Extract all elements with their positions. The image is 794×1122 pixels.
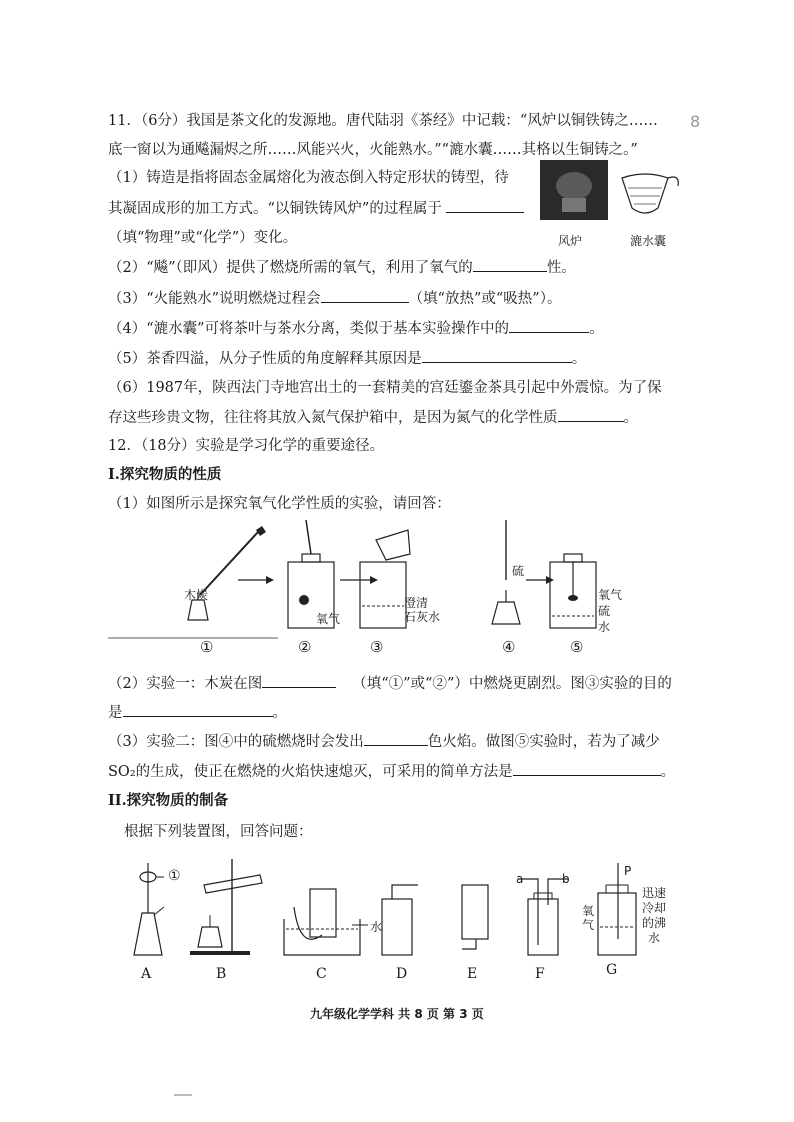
apparatus-label-b: B	[216, 966, 227, 982]
filter-bag-image	[622, 174, 678, 213]
fig-number-5: ⑤	[570, 638, 584, 656]
apparatus-label-d: D	[396, 966, 408, 982]
label-cool-3: 的沸	[642, 916, 667, 930]
q11-p4	[108, 318, 698, 339]
q12-s1-p2-mid: （填“①”或“②”）中燃烧更剧烈。图③实验的目的	[352, 676, 672, 692]
q12-s1-p2-blank[interactable]	[262, 673, 336, 688]
q11-p6-b-text: 存这些珍贵文物，往往将其放入氮气保护箱中，是因为氮气的化学性质	[108, 410, 558, 426]
q11-p6-blank[interactable]	[558, 407, 624, 422]
q11-p1-b-text: 其凝固成形的加工方式。“以铜铁铸风炉”的过程属于	[108, 201, 442, 217]
q11-p3	[108, 288, 698, 309]
q11-p5-blank[interactable]	[422, 348, 572, 363]
q11-p6-a: （6）1987年，陕西法门寺地宫出土的一套精美的宫廷鎏金茶具引起中外震惊。为了保	[108, 380, 662, 396]
apparatus-d-bottle	[382, 885, 418, 955]
q11-p3-text: （3）“火能熟水”说明燃烧过程会	[108, 291, 321, 307]
apparatus-f-gas-bottle	[518, 879, 568, 955]
exp3-limewater-bottle	[360, 530, 410, 628]
label-b: b	[562, 872, 570, 886]
furnace-pot	[556, 172, 592, 200]
q11-p4-blank[interactable]	[509, 318, 589, 333]
fig-number-1: ①	[200, 638, 214, 656]
fig-number-2: ②	[298, 638, 312, 656]
q12-s1-p2-b-pre: 是	[108, 705, 123, 721]
label-limewater-2: 石灰水	[404, 610, 441, 624]
label-oxygen: 氧气	[316, 612, 341, 626]
label-charcoal: 木炭	[184, 588, 209, 602]
apparatus-label-a: A	[141, 966, 152, 982]
q12-title: 12．（18分）实验是学习化学的重要途径。	[108, 438, 385, 454]
q12-s1-p2-pre: （2）实验一：木炭在图	[108, 676, 263, 692]
q11-p6-b-post: 。	[623, 410, 638, 426]
fig-number-3: ③	[370, 638, 384, 656]
label-filter-bag: 漉水囊	[630, 234, 667, 248]
label-circle-1: ①	[168, 868, 181, 884]
q12-s1-p2-b-blank[interactable]	[123, 702, 273, 717]
label-sulfur-2: 硫	[598, 604, 611, 618]
label-oxygen-g-1: 氧	[582, 904, 595, 918]
q11-p2-text: （2）“飚”（即风）提供了燃烧所需的氧气，利用了氧气的	[108, 260, 473, 276]
q11-p2	[108, 257, 698, 278]
q12-s1-p1: （1）如图所示是探究氧气化学性质的实验，请回答：	[108, 496, 451, 512]
q11-p3-post: （填“放热”或“吸热”）。	[408, 291, 562, 307]
label-cool-2: 冷却	[642, 901, 667, 915]
label-sulfur: 硫	[512, 564, 525, 578]
page-marker: 8	[690, 112, 701, 131]
q12-section2-heading: II.探究物质的制备	[108, 792, 229, 809]
label-limewater-1: 澄清	[404, 596, 429, 610]
label-water: 水	[598, 620, 611, 634]
q12-s1-p2-b	[108, 702, 698, 723]
q12-s1-p3-b-blank[interactable]	[513, 761, 661, 776]
furnace-base	[562, 198, 586, 212]
q12-s1-p3-b	[108, 761, 698, 782]
label-oxygen-2: 氧气	[598, 588, 623, 602]
apparatus-b-heating-tube	[190, 859, 262, 955]
q12-s1-p3-b-pre: SO₂的生成，使正在燃烧的火焰快速熄灭，可采用的简单方法是	[108, 764, 513, 780]
apparatus-label-g: G	[606, 962, 618, 978]
label-cool-4: 水	[648, 931, 661, 945]
label-wind-furnace: 风炉	[558, 234, 583, 248]
label-p: P	[624, 864, 632, 878]
apparatus-label-f: F	[535, 966, 545, 982]
q11-p4-text: （4）“漉水囊”可将茶叶与茶水分离，类似于基本实验操作中的	[108, 321, 510, 337]
apparatus-c-water-trough	[284, 889, 368, 955]
q12-s1-p3-pre: （3）实验二：图④中的硫燃烧时会发出	[108, 734, 364, 750]
q12-s1-p3-b-post: 。	[660, 764, 676, 780]
q11-p5-text: （5）茶香四溢，从分子性质的角度解释其原因是	[108, 351, 422, 367]
q11-p4-post: 。	[589, 321, 604, 337]
q12-s1-p3	[108, 731, 698, 752]
q11-p5	[108, 348, 698, 369]
q11-p1-b	[108, 198, 538, 219]
exp1-charcoal-heating	[188, 526, 266, 620]
q11-line1: 11．（6分）我国是茶文化的发源地。唐代陆羽《茶经》中记载：“风炉以铜铁铸之……	[108, 113, 658, 129]
arrow-1-head	[266, 576, 274, 584]
q11-p1-a: （1）铸造是指将固态金属熔化为液态倒入特定形状的铸型，待	[108, 170, 509, 186]
scan-artifact	[174, 1094, 192, 1096]
page-footer: 九年级化学学科 共 8 页 第 3 页	[310, 1007, 484, 1021]
q12-s1-p2	[108, 673, 698, 694]
q11-p6-b	[108, 407, 698, 428]
label-a: a	[516, 872, 524, 886]
label-cool-1: 迅速	[642, 886, 667, 900]
q11-p1-blank[interactable]	[446, 198, 524, 213]
apparatus-e-inverted-bottle	[462, 885, 488, 949]
fig-number-4: ④	[502, 638, 516, 656]
apparatus-figure	[120, 855, 680, 967]
q11-line2: 底一窗以为通飚漏烬之所……风能兴火，火能熟水。”“漉水囊……其格以生铜铸之。”	[108, 142, 638, 158]
q12-s1-p3-blank[interactable]	[364, 731, 428, 746]
apparatus-label-e: E	[467, 966, 478, 982]
q11-p5-post: 。	[571, 351, 587, 367]
exp5-sulfur-oxygen-bottle	[550, 554, 596, 628]
q12-s1-p3-mid: 色火焰。做图⑤实验时，若为了减少	[427, 734, 660, 750]
q12-s1-p2-b-post: 。	[272, 705, 287, 721]
apparatus-a-flask	[134, 863, 164, 955]
label-water-trough: 水	[370, 920, 383, 934]
q11-p1-c: （填“物理”或“化学”）变化。	[108, 230, 298, 246]
arrow-2-head	[370, 576, 378, 584]
label-oxygen-g-2: 气	[582, 918, 595, 932]
q12-section1-heading: I.探究物质的性质	[108, 466, 222, 483]
apparatus-label-c: C	[316, 966, 327, 982]
q11-p2-post: 性。	[546, 260, 576, 276]
q11-p3-blank[interactable]	[321, 288, 409, 303]
q12-s2-intro: 根据下列装置图，回答问题：	[124, 824, 313, 840]
q11-p2-blank[interactable]	[473, 257, 547, 272]
